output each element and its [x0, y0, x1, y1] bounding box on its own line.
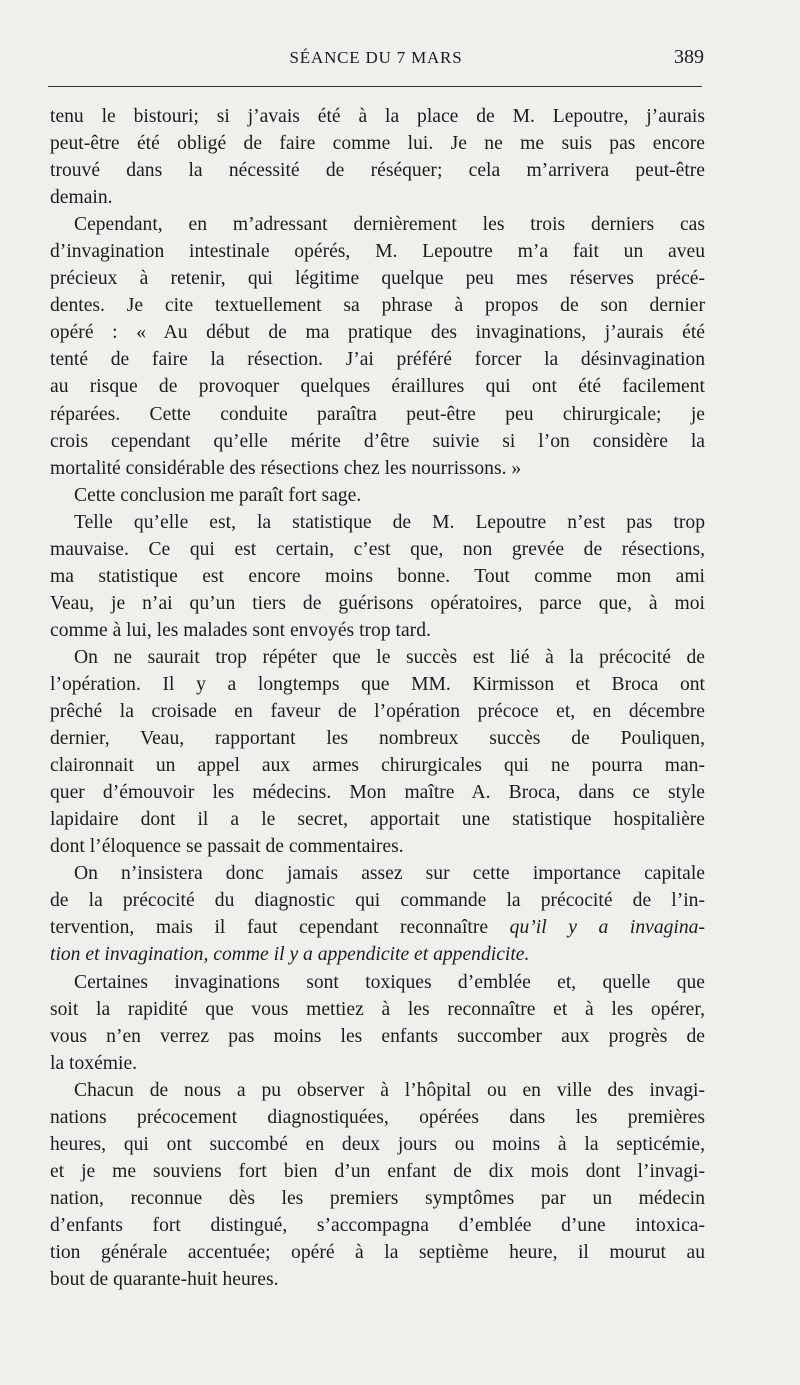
paragraph	[50, 509, 705, 644]
text-line: Veau, je n’ai qu’un tiers de guérisons opératoires, parce que, à moi	[50, 592, 705, 614]
text-line: ma statistique est encore moins bonne. Tout comme mon ami	[50, 565, 705, 587]
text-line: crois cependant qu’elle mérite d’être suivie si l’on considère la	[50, 430, 705, 452]
text-line: soit la rapidité que vous mettiez à les reconnaître et à les opérer,	[50, 998, 705, 1020]
paragraph	[50, 1077, 705, 1293]
text-line: tion et invagination, comme il y a appendicite et appendicite.	[50, 944, 530, 966]
text-line: tion générale accentuée; opéré à la septième heure, il mourut au	[50, 1241, 705, 1263]
text-line: trouvé dans la nécessité de réséquer; cela m’arrivera peut-être	[50, 160, 705, 182]
text-line: Certaines invaginations sont toxiques d’emblée et, quelle que	[74, 971, 705, 993]
header-rule	[48, 86, 702, 87]
text-line: précieux à retenir, qui légitime quelque peu mes réserves précé-	[50, 268, 705, 290]
text-line: dernier, Veau, rapportant les nombreux succès de Pouliquen,	[50, 728, 705, 750]
text-line: nation, reconnue dès les premiers symptômes par un médecin	[50, 1187, 705, 1209]
text-line: Cependant, en m’adressant dernièrement les trois derniers cas	[74, 214, 705, 236]
text-line: l’opération. Il y a longtemps que MM. Kirmisson et Broca ont	[50, 673, 705, 695]
text-line	[50, 914, 705, 941]
paragraph	[50, 211, 705, 481]
text-line: prêché la croisade en faveur de l’opération précoce et, en décembre	[50, 701, 705, 723]
text-line: et je me souviens fort bien d’un enfant de dix mois dont l’invagi-	[50, 1160, 705, 1182]
paragraph	[50, 644, 705, 860]
roman-text: tervention, mais il faut cependant reconnaître	[50, 917, 510, 939]
text-line: Telle qu’elle est, la statistique de M. Lepoutre n’est pas trop	[74, 511, 705, 533]
text-line: mauvaise. Ce qui est certain, c’est que, non grevée de résections,	[50, 538, 705, 560]
body-text	[50, 103, 705, 1293]
italic-text: qu’il y a invagina-	[509, 917, 705, 939]
text-line: tenté de faire la résection. J’ai préféré forcer la désinvagination	[50, 349, 705, 371]
text-line: lapidaire dont il a le secret, apportait une statistique hospitalière	[50, 809, 705, 831]
text-line: la toxémie.	[50, 1052, 138, 1074]
text-line: heures, qui ont succombé en deux jours ou moins à la septicémie,	[50, 1133, 705, 1155]
text-line: peut-être été obligé de faire comme lui. Je ne me suis pas encore	[50, 133, 705, 155]
text-line: On n’insistera donc jamais assez sur cette importance capitale	[74, 863, 705, 885]
text-line: claironnait un appel aux armes chirurgicales qui ne pourra man-	[50, 755, 705, 777]
paragraph	[50, 860, 705, 968]
running-title: SÉANCE DU 7 MARS	[289, 48, 463, 67]
text-line: dentes. Je cite textuellement sa phrase à propos de son dernier	[50, 295, 705, 317]
text-line: Chacun de nous a pu observer à l’hôpital ou en ville des invagi-	[74, 1079, 705, 1101]
paragraph	[50, 482, 705, 509]
running-head	[48, 48, 704, 72]
text-line: d’invagination intestinale opérés, M. Lepoutre m’a fait un aveu	[50, 241, 705, 263]
text-line: au risque de provoquer quelques éraillures qui ont été facilement	[50, 376, 705, 398]
text-line: opéré : « Au début de ma pratique des invaginations, j’aurais été	[50, 322, 705, 344]
text-line: réparées. Cette conduite paraîtra peut-être peu chirurgicale; je	[50, 403, 705, 425]
text-line: dont l’éloquence se passait de commentaires.	[50, 836, 404, 858]
paragraph	[50, 103, 705, 211]
text-line: quer d’émouvoir les médecins. Mon maître A. Broca, dans ce style	[50, 782, 705, 804]
text-line: vous n’en verrez pas moins les enfants succomber aux progrès de	[50, 1025, 705, 1047]
text-line: Cette conclusion me paraît fort sage.	[74, 484, 362, 506]
page-number: 389	[674, 46, 704, 68]
text-line: de la précocité du diagnostic qui commande la précocité de l’in-	[50, 890, 705, 912]
text-line: comme à lui, les malades sont envoyés trop tard.	[50, 619, 431, 641]
text-line: mortalité considérable des résections chez les nourrissons. »	[50, 457, 522, 479]
text-line: On ne saurait trop répéter que le succès est lié à la précocité de	[74, 646, 705, 668]
text-line: demain.	[50, 187, 113, 209]
text-line: tenu le bistouri; si j’avais été à la place de M. Lepoutre, j’aurais	[50, 106, 705, 127]
text-line: d’enfants fort distingué, s’accompagna d’emblée d’une intoxica-	[50, 1214, 705, 1236]
text-line: nations précocement diagnostiquées, opérées dans les premières	[50, 1106, 705, 1128]
paragraph	[50, 969, 705, 1077]
text-line: bout de quarante-huit heures.	[50, 1269, 279, 1291]
